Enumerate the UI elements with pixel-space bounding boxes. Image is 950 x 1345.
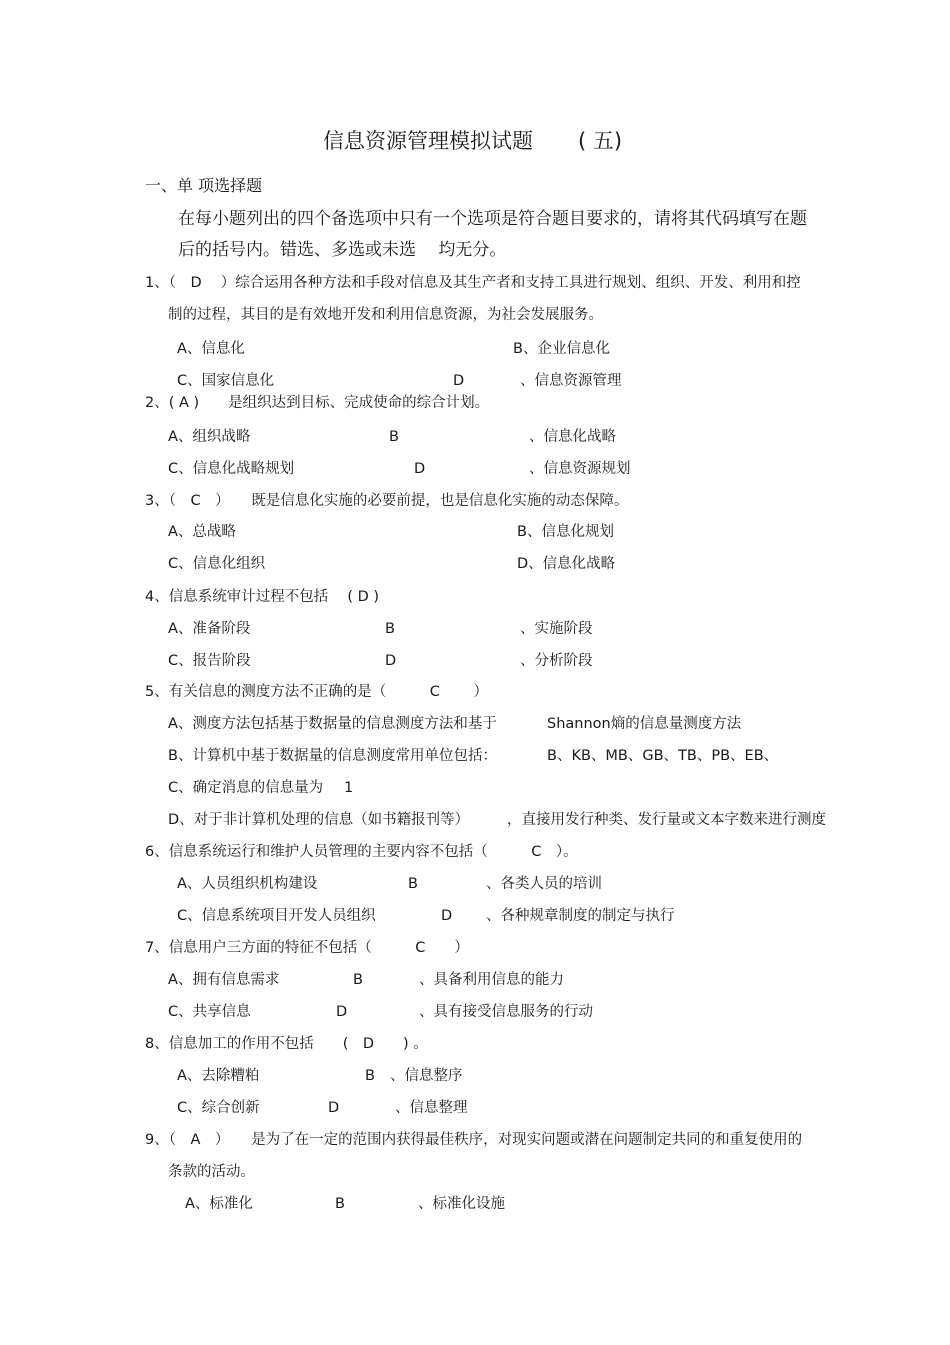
option-d-letter: D [385,653,397,669]
option-b-cont: B、KB、MB、GB、TB、PB、EB、 [547,748,779,764]
option-c: C、共享信息 [168,1004,251,1020]
option-c: C、信息化组织 [168,556,266,572]
option-b: 、各类人员的培训 [486,876,602,892]
option-d-letter: D [328,1100,340,1116]
option-c: C、信息化战略规划 [168,461,295,477]
option-d: D、对于非计算机处理的信息（如书籍报刊等） [168,812,470,828]
instructions-line-2: 后的括号内。错选、多选或未选 均无分。 [178,240,507,260]
question-stem: 7、信息用户三方面的特征不包括（ C ） [145,940,469,956]
option-a-cont: Shannon熵的信息量测度方法 [547,716,742,732]
option-b-letter: B [335,1196,345,1212]
instructions-line-1: 在每小题列出的四个备选项中只有一个选项是符合题目要求的，请将其代码填写在题 [178,209,807,229]
section-heading: 一、单 项选择题 [145,176,263,195]
option-b: 、信息化战略 [529,429,616,445]
option-c-cont: 1 [344,780,354,796]
option-d-letter: D [441,908,453,924]
option-b-letter: B [365,1068,375,1084]
option-b: B、计算机中基于数据量的信息测度常用单位包括： [168,748,497,764]
option-d: 、信息整理 [395,1100,468,1116]
page-title: 信息资源管理模拟试题 [323,129,533,153]
option-b-letter: B [385,621,395,637]
option-d: 、信息资源规划 [529,461,631,477]
option-b-letter: B [408,876,418,892]
option-a: A、测度方法包括基于数据量的信息测度方法和基于 [168,716,497,732]
option-c: C、综合创新 [177,1100,260,1116]
option-a: A、准备阶段 [168,621,251,637]
question-stem: 3、（ C ） 既是信息化实施的必要前提，也是信息化实施的动态保障。 [145,493,629,509]
option-c: C、确定消息的信息量为 [168,780,324,796]
option-a: A、组织战略 [168,429,251,445]
page-title-suffix: ( 五) [578,129,623,153]
option-b: 、标准化设施 [418,1196,505,1212]
option-a: A、拥有信息需求 [168,972,280,988]
option-b: 、信息整序 [390,1068,463,1084]
question-stem-cont: 制的过程，其目的是有效地开发和利用信息资源，为社会发展服务。 [168,307,603,323]
option-a: A、总战略 [168,524,236,540]
option-d: 、信息资源管理 [520,373,622,389]
option-d-letter: D [414,461,426,477]
option-a: A、标准化 [185,1196,253,1212]
question-stem: 5、有关信息的测度方法不正确的是（ C ） [145,684,488,700]
question-stem: 4、信息系统审计过程不包括 ( D ) [145,589,380,605]
question-stem: 2、( A ) 是组织达到目标、完成使命的综合计划。 [145,395,490,411]
question-stem: 1、（ D ）综合运用各种方法和手段对信息及其生产者和支持工具进行规划、组织、开发、利用和控 [145,275,801,291]
option-d-cont: ，直接用发行种类、发行量或文本字数来进行测度 [507,812,826,828]
option-a: A、人员组织机构建设 [177,876,318,892]
option-d-letter: D [453,373,465,389]
option-a: A、信息化 [177,341,245,357]
question-stem: 9、（ A ） 是为了在一定的范围内获得最佳秩序，对现实问题或潜在问题制定共同的和重复使用的 [145,1132,803,1148]
option-c: C、报告阶段 [168,653,251,669]
option-a: A、去除糟粕 [177,1068,260,1084]
option-d-letter: D [336,1004,348,1020]
option-b: 、实施阶段 [520,621,593,637]
option-b-letter: B [389,429,399,445]
question-stem: 6、信息系统运行和维护人员管理的主要内容不包括（ C ）。 [145,844,578,860]
option-d: D、信息化战略 [517,556,616,572]
option-b: 、具备利用信息的能力 [419,972,564,988]
option-b-letter: B [353,972,363,988]
option-d: 、各种规章制度的制定与执行 [486,908,675,924]
option-c: C、信息系统项目开发人员组织 [177,908,376,924]
option-c: C、国家信息化 [177,373,275,389]
option-b: B、企业信息化 [513,341,610,357]
option-d: 、具有接受信息服务的行动 [419,1004,593,1020]
question-stem: 8、信息加工的作用不包括 ( D ) 。 [145,1036,428,1052]
question-stem-cont: 条款的活动。 [168,1164,255,1180]
option-d: 、分析阶段 [520,653,593,669]
option-b: B、信息化规划 [517,524,614,540]
